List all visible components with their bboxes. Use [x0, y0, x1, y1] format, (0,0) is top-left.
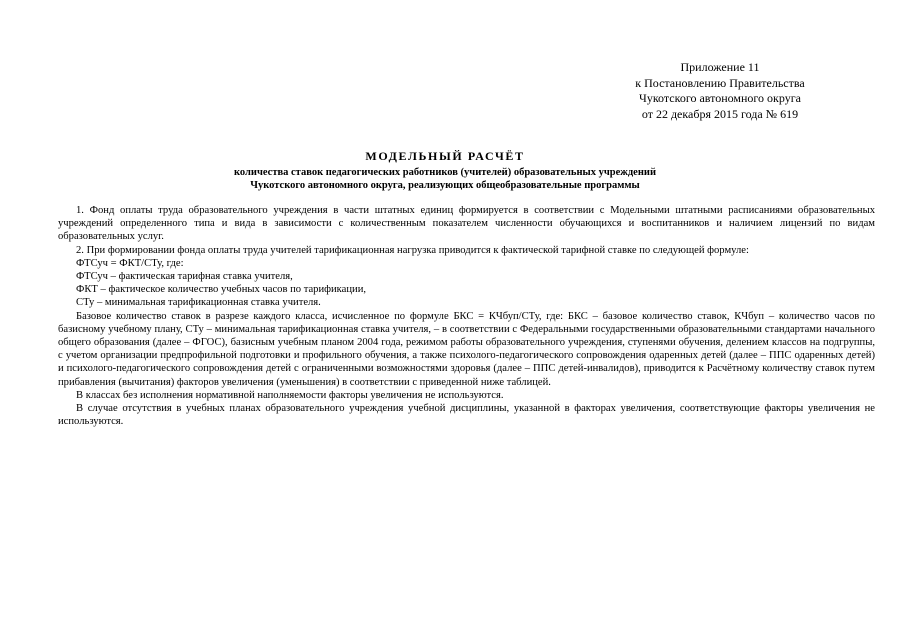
paragraph-fund-formation: 1. Фонд оплаты труда образовательного учреждения в части штатных единиц формируется в соответствии с Модельными штатными расписаниями образовательных учреждений определенного типа и вида в зависимости с количественным показателем численности обучающихся и воспитанников и наличием лицензий по видам образовательных услуг. — [58, 205, 875, 243]
appendix-line-2: к Постановлению Правительства — [635, 75, 805, 90]
paragraph-no-occupancy: В классах без исполнения нормативной наполняемости факторы увеличения не используются. — [76, 389, 504, 401]
paragraph-formula-intro: 2. При формировании фонда оплаты труда учителей тарификационная нагрузка приводится к фактической тарифной ставке по следующей формуле: — [76, 244, 749, 256]
paragraph-definition-fkt: ФКТ – фактическое количество учебных часов по тарификации, — [76, 284, 367, 296]
appendix-reference — [600, 60, 840, 122]
document-body — [58, 204, 875, 428]
document-subtitle-line-2: Чукотского автономного округа, реализующих общеобразовательные программы — [250, 180, 640, 191]
appendix-line-3: Чукотского автономного округа — [639, 91, 801, 105]
paragraph-definition-stu: СТу – минимальная тарификационная ставка учителя. — [76, 297, 321, 309]
document-subtitle-line-1: количества ставок педагогических работников (учителей) образовательных учреждений — [233, 167, 656, 178]
appendix-line-4: от 22 декабря 2015 года № 619 — [641, 106, 799, 121]
paragraph-formula: ФТСуч = ФКТ/СТу, где: — [76, 257, 184, 269]
paragraph-base-rates: Базовое количество ставок в разрезе каждого класса, исчисленное по формуле БКС = КЧбуп/СТу, где: БКС – базовое количество ставок, КЧбуп – количество часов по базисному учебному плану, СТу – минимальная тарификационная ставка учителя, – в соответствии с Федеральными государственными образовательными стандартами начального общего образования (далее – ФГОС), базисным учебным планом 2004 года, режимом работы образовательного учреждения, ступенями обучения, делением классов на подгруппы, с учетом организации предпрофильной подготовки и профильного обучения, а также психолого-педагогического сопровождения одаренных детей (далее – ППС одаренных детей) и психолого-педагогического сопровождения детей с ограниченными возможностями здоровья (далее – ППС детей-инвалидов), приводится к Расчётному количеству ставок путем прибавления (вычитания) факторов увеличения (уменьшения) в соответствии с приведенной ниже таблицей. — [58, 310, 875, 388]
document-title-block — [60, 149, 830, 192]
paragraph-definition-ftsuch: ФТСуч – фактическая тарифная ставка учителя, — [76, 271, 293, 283]
appendix-line-1: Приложение 11 — [680, 60, 760, 74]
paragraph-missing-discipline: В случае отсутствия в учебных планах образовательного учреждения учебной дисциплины, указанной в факторах увеличения, соответствующие факторы увеличения не используются. — [58, 403, 875, 428]
document-title: МОДЕЛЬНЫЙ РАСЧЁТ — [365, 149, 525, 163]
